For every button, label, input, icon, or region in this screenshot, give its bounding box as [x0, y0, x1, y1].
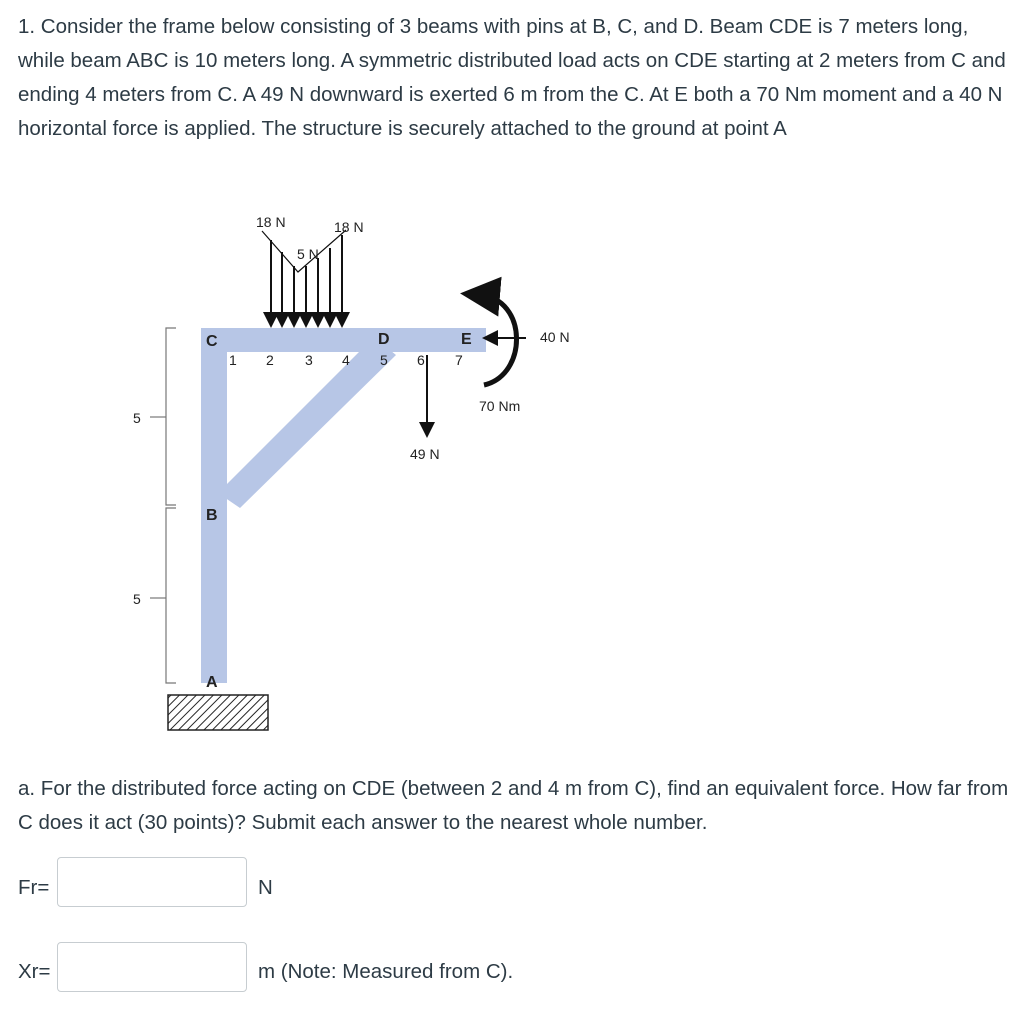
tick-label: 1 [229, 352, 237, 368]
fr-label: Fr= [18, 876, 50, 899]
problem-statement: 1. Consider the frame below consisting of 3 beams with pins at B, C, and D. Beam CDE is 7 meters long, while beam ABC is 10 meters long. A symmetric distributed load acts on CDE starting at 2 meters from C and ending 4 meters from C. A 49 N downward is exerted 6 m from the C. At E both a 70 Nm moment and a 40 N horizontal force is applied. The structure is securely attached to the ground at point A [18, 15, 1006, 140]
beam-abc [201, 328, 227, 683]
dimension-upper-label: 5 [133, 410, 141, 426]
point-c-label: C [206, 333, 218, 350]
question-text: a. For the distributed force acting on CDE (between 2 and 4 m from C), find an equivalent force. How far from C does it act (30 points)? Submit each answer to the nearest whole number. [18, 777, 1009, 834]
tick-label: 2 [266, 352, 274, 368]
tick-label: 7 [455, 352, 463, 368]
xr-unit: m (Note: Measured from C). [258, 960, 514, 983]
fr-input[interactable] [57, 857, 247, 907]
distributed-load-left-label: 18 N [256, 214, 286, 230]
tick-label: 5 [380, 352, 388, 368]
xr-label: Xr= [18, 960, 51, 983]
moment-label: 70 Nm [479, 398, 521, 414]
frame-diagram [0, 195, 1024, 740]
point-force-label: 49 N [410, 446, 440, 462]
distributed-load-right-label: 18 N [334, 219, 364, 235]
tick-label: 4 [342, 352, 350, 368]
point-e-label: E [461, 331, 472, 348]
dimension-lower-label: 5 [133, 591, 141, 607]
xr-input[interactable] [57, 942, 247, 992]
point-a-label: A [206, 674, 218, 691]
ground-support [168, 695, 268, 730]
distributed-load-mid-label: 5 N [297, 246, 319, 262]
fr-unit: N [258, 876, 273, 899]
point-b-label: B [206, 507, 218, 524]
beam-cde [201, 328, 486, 352]
tick-label: 6 [417, 352, 425, 368]
distributed-load [262, 230, 346, 320]
dimension-bracket [150, 328, 176, 683]
point-d-label: D [378, 331, 390, 348]
tick-label: 3 [305, 352, 313, 368]
horizontal-force-label: 40 N [540, 329, 570, 345]
